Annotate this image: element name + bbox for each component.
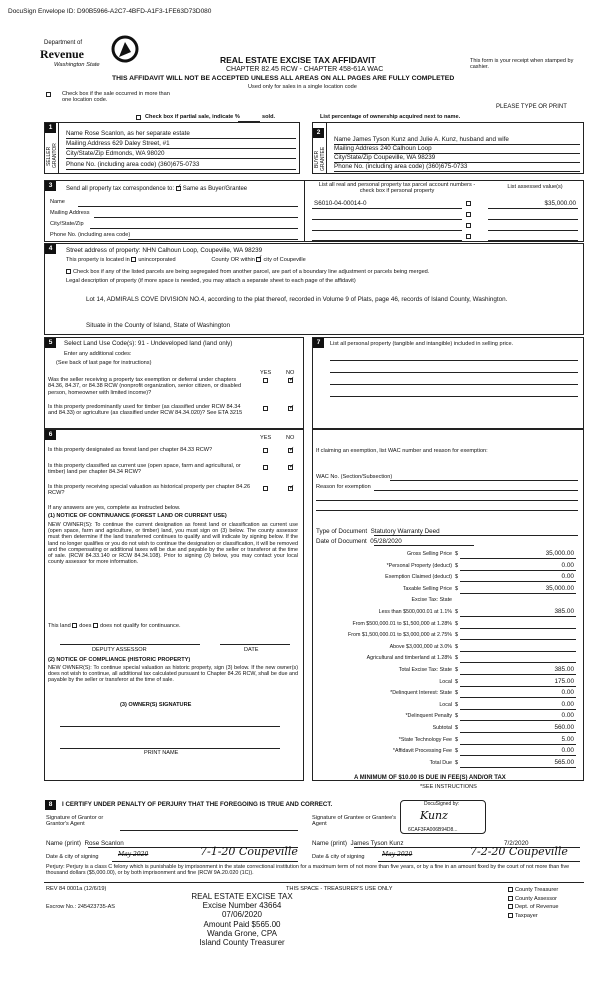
revenue-logo-icon — [110, 34, 140, 64]
docusigned-label: DocuSigned by: — [424, 801, 460, 807]
calc-label: *Delinquent Penalty — [405, 713, 452, 720]
certify-statement: I CERTIFY UNDER PENALTY OF PERJURY THAT THE FOREGOING IS TRUE AND CORRECT. — [62, 801, 333, 808]
calc-value[interactable]: 385.00 — [554, 608, 574, 615]
wac-number-label: WAC No. (Section/Subsection) — [316, 474, 393, 480]
q5-1-yes[interactable] — [263, 378, 268, 383]
seller-phone[interactable]: Phone No. (including area code) (360)675-0733 — [66, 161, 200, 168]
calc-label: Local — [439, 701, 452, 708]
yes-header-5: YES — [260, 370, 272, 376]
calc-label: Gross Selling Price — [406, 551, 452, 557]
q5-2-no[interactable] — [288, 406, 293, 411]
grantor-date[interactable]: May 2020 — [118, 851, 149, 858]
question-5-2: Is this property predominantly used for timber (as classified under RCW 84.34 and 84.33) or agriculture (as classified under RCW 84.34.020)? See ETA 3215 — [48, 404, 243, 417]
notice-continuance-text: NEW OWNER(S): To continue the current designation as forest land or classification as current use (open space, farm and agriculture, or timber) land, you must sign on (3) below. The county assessor must then determine if the land transferred continues to qualify and will indicate by signing below. If the land no longer qualifies or you do not wish to continue the designation or classification, it will be removed and the compensating or additional taxes will be due and payable by the seller or transferor at the time of sale. (RCW 84.33.140 or RCW 84.34.108). Prior to signing (3) below, you may contact your local county assessor for more information. — [48, 522, 298, 566]
partial-sale-label: Check box if partial sale, indicate % — [145, 114, 240, 120]
signature-id: 6CAF3FA006B94D8... — [408, 827, 458, 833]
q6-3-yes[interactable] — [263, 486, 268, 491]
stamp-line-2: Excise Number 43664 — [202, 901, 282, 911]
multi-location-label: Check box if the sale occurred in more than one location code. — [62, 91, 170, 104]
calc-label: From $1,500,000.01 to $3,000,000 at 2.75% — [348, 632, 452, 639]
warning: THIS AFFIDAVIT WILL NOT BE ACCEPTED UNLESS ALL AREAS ON ALL PAGES ARE FULLY COMPLETED — [112, 75, 455, 82]
calc-label: Agricultural and timberland at 1.28% — [366, 655, 452, 662]
grantor-city[interactable]: 7-1-20 Coupeville — [200, 845, 298, 858]
unincorporated-checkbox[interactable] — [131, 257, 136, 262]
segregated-checkbox[interactable] — [66, 269, 71, 274]
dollar-sign: $ — [455, 643, 459, 650]
q6-3-no[interactable] — [288, 486, 293, 491]
grantee-city[interactable]: 7-2-20 Coupeville — [470, 845, 568, 858]
corr-address-label: Mailing Address — [50, 210, 90, 216]
calc-label: Local — [439, 678, 452, 685]
assessed-header: List assessed value(s) — [507, 184, 563, 190]
dollar-sign: $ — [455, 562, 459, 569]
q6-1-yes[interactable] — [263, 448, 268, 453]
grantor-date-city-label: Date & city of signing — [46, 854, 99, 860]
does-not-qualify-checkbox[interactable] — [93, 623, 98, 628]
grantor-sig-label: Signature of Grantor or Grantor's Agent — [46, 815, 104, 828]
see-instructions: *SEE INSTRUCTIONS — [420, 784, 477, 790]
q6-2-no[interactable] — [288, 465, 293, 470]
notice-continuance-title: (1) NOTICE OF CONTINUANCE (FOREST LAND OR CURRENT USE) — [48, 513, 227, 519]
calc-value[interactable]: 565.00 — [554, 758, 574, 766]
section-7 — [312, 337, 584, 429]
seller-grantor-label: SELLER GRANTOR — [46, 143, 58, 169]
calc-label: Total Due — [429, 759, 452, 766]
calc-value[interactable]: 5.00 — [561, 735, 574, 743]
dollar-sign: $ — [455, 690, 459, 697]
calc-value[interactable]: 0.00 — [561, 712, 574, 720]
seller-name[interactable]: Name Rose Scanlon, as her separate estate — [66, 130, 190, 137]
copy-county-treasurer: County Treasurer — [508, 886, 559, 895]
assessed-value[interactable]: $35,000.00 — [544, 200, 576, 207]
question-6-3: Is this property receiving special valuation as historical property per chapter 84.26 RCW? — [48, 484, 251, 497]
calc-value[interactable]: 0.00 — [561, 689, 574, 697]
logo-name: Revenue — [40, 47, 84, 61]
see-back-label: (See back of last page for instructions) — [56, 360, 152, 366]
dollar-sign: $ — [455, 620, 459, 627]
rev-number: REV 84 0001a (12/6/19) — [46, 886, 107, 892]
corr-name-label: Name — [50, 199, 65, 205]
dollar-sign: $ — [455, 678, 459, 685]
section-4-number: 4 — [45, 244, 56, 254]
multi-location-checkbox[interactable] — [46, 92, 51, 97]
personal-property-checkbox-2[interactable] — [466, 212, 471, 217]
print-name-label: PRINT NAME — [144, 750, 179, 756]
calc-label: Exemption Claimed (deduct) — [385, 574, 452, 581]
calc-label: Above $3,000,000 at 3.0% — [389, 643, 452, 650]
logo-state: Washington State — [54, 62, 100, 68]
copy-dept-revenue: Dept. of Revenue — [508, 903, 559, 912]
parcel-number[interactable]: S6010-04-00014-0 — [314, 200, 367, 207]
document-type[interactable]: Type of Document Statutory Warranty Deed — [316, 528, 440, 535]
any-yes-note: If any answers are yes, complete as instructed below. — [48, 505, 181, 511]
ownership-note: List percentage of ownership acquired next to name. — [320, 114, 461, 120]
parcels-header: List all real and personal property tax parcel account numbers - check box if personal property — [318, 182, 476, 195]
logo-dept: Department of — [44, 40, 83, 46]
calc-label: Subtotal — [432, 725, 452, 731]
street-address[interactable]: Street address of property: NHN Calhoun Loop, Coupeville, WA 98239 — [66, 247, 263, 254]
question-6-1: Is this property designated as forest land per chapter 84.33 RCW? — [48, 447, 213, 453]
calc-label: *State Technology Fee — [398, 736, 452, 743]
no-header-5: NO — [286, 370, 295, 376]
calc-value[interactable]: 0.00 — [561, 700, 574, 708]
personal-property-label: List all personal property (tangible and intangible) included in selling price. — [330, 341, 514, 347]
wac-label: If claiming an exemption, list WAC number and reason for exemption: — [316, 448, 488, 454]
no-header-6: NO — [286, 435, 295, 441]
grantee-sig-label: Signature of Grantee or Grantee's Agent — [312, 815, 397, 828]
notice-compliance-text: NEW OWNER(S): To continue special valuation as historic property, sign (3) below. If the new owner(s) does not wish to continue, all additional tax calculated pursuant to Chapter 84.26 RCW, shall be due and payable by the seller or transferor at the time of sale. — [48, 665, 298, 684]
section-6 — [44, 429, 304, 781]
land-use-code[interactable]: Select Land Use Code(s): 91 - Undeveloped land (land only) — [64, 340, 233, 347]
corr-city-label: City/State/Zip — [50, 221, 84, 227]
correspondence-label: Send all property tax correspondence to: ✓ Same as Buyer/Grantee — [66, 186, 247, 193]
calc-label: Taxable Selling Price — [402, 585, 452, 592]
grantee-date-2[interactable]: May 2020 — [382, 851, 413, 858]
dollar-sign: $ — [455, 551, 459, 557]
dollar-sign: $ — [455, 748, 459, 755]
additional-codes-label: Enter any additional codes: — [64, 351, 132, 357]
stamp-line-1: REAL ESTATE EXCISE TAX — [191, 892, 293, 901]
dollar-sign: $ — [455, 609, 459, 615]
grantee-signature: Kunz — [420, 809, 448, 822]
calc-label: *Personal Property (deduct) — [386, 562, 452, 569]
minimum-due: A MINIMUM OF $10.00 IS DUE IN FEE(S) AND/OR TAX — [354, 775, 506, 781]
perjury-notice: Perjury: Perjury is a class C felony which is punishable by imprisonment in the state correctional institution for a maximum term of not more than five years, or by a fine in an amount fixed by the court of not more than five thousand dollars ($5,000.00), or by both imprisonment and fine (RCW 9A.20.020 (1C)). — [46, 864, 570, 877]
buyer-address[interactable]: Mailing Address 240 Calhoun Loop — [334, 145, 432, 152]
copy-county-assessor: County Assessor — [508, 895, 559, 904]
grantor-print-name[interactable]: Name (print) Rose Scanlon — [46, 840, 124, 847]
sold-label: sold. — [262, 114, 276, 120]
grantee-date[interactable]: 7/2/2020 — [504, 840, 529, 847]
dollar-sign: $ — [455, 632, 459, 639]
personal-property-checkbox-4[interactable] — [466, 234, 471, 239]
dollar-sign: $ — [455, 736, 459, 743]
treasurer-space: THIS SPACE - TREASURER'S USE ONLY — [286, 886, 393, 892]
calc-value[interactable]: 0.00 — [561, 561, 574, 569]
buyer-city[interactable]: City/State/Zip Coupeville, WA 98239 — [334, 154, 436, 161]
buyer-phone[interactable]: Phone No. (including area code) (360)675-0733 — [334, 163, 468, 170]
calc-value[interactable]: 0.00 — [561, 573, 574, 581]
yes-header-6: YES — [260, 435, 272, 441]
segregated-line: Check box if any of the listed parcels are being segregated from another parcel, are part of a boundary line adjustment or parcels being merged. — [66, 269, 429, 275]
dollar-sign: $ — [455, 759, 459, 766]
q6-2-yes[interactable] — [263, 465, 268, 470]
situate-line: Situate in the County of Island, State of Washington — [86, 322, 230, 329]
copy-taxpayer: Taxpayer — [508, 912, 559, 921]
calc-label: *Delinquent Interest: State — [390, 690, 452, 697]
receipt-note: This form is your receipt when stamped by cashier. — [470, 58, 574, 71]
calc-value[interactable]: 385.00 — [554, 666, 574, 673]
question-5-1: Was the seller receiving a property tax exemption or deferral under chapters 84.36, 84.37, or 84.38 RCW (nonprofit organization, senior citizen, or disabled person, homeowner with limited income)? — [48, 377, 242, 396]
stamp-line-6: Island County Treasurer — [199, 937, 285, 947]
dollar-sign: $ — [455, 713, 459, 720]
personal-property-checkbox-1[interactable] — [466, 201, 471, 206]
escrow-number: Escrow No.: 245423735-AS — [46, 904, 116, 910]
q5-2-yes[interactable] — [263, 406, 268, 411]
treasurer-stamp — [172, 892, 312, 947]
section-3-number: 3 — [45, 181, 56, 191]
located-line: This property is located in unincorporated County OR within ✓ city of Coupeville — [66, 257, 306, 263]
corr-phone-label: Phone No. (including area code) — [50, 232, 131, 238]
buyer-grantee-label: BUYER GRANTEE — [314, 146, 326, 172]
section-8-number: 8 — [45, 800, 56, 810]
same-as-buyer-checkbox[interactable] — [176, 186, 181, 191]
calc-value[interactable]: 35,000.00 — [545, 550, 574, 557]
legal-description-label: Legal description of property (if more space is needed, you may attach a separate sheet to each page of the affidavit) — [66, 278, 356, 284]
does-qualify-checkbox[interactable] — [72, 623, 77, 628]
calc-value[interactable]: 560.00 — [554, 724, 574, 731]
dollar-sign: $ — [455, 667, 459, 673]
legal-description: Lot 14, ADMIRALS COVE DIVISION NO.4, according to the plat thereof, recorded in Volume 9 of Plats, page 46, records of Island County, Washington. — [86, 296, 508, 303]
calc-value[interactable]: 35,000.00 — [545, 584, 574, 592]
dollar-sign: $ — [455, 701, 459, 708]
section-7-number: 7 — [313, 338, 324, 348]
calc-value[interactable]: 175.00 — [554, 677, 574, 685]
reason-label: Reason for exemption — [316, 484, 371, 490]
form-title: REAL ESTATE EXCISE TAX AFFIDAVIT — [220, 55, 376, 65]
personal-property-checkbox-3[interactable] — [466, 223, 471, 228]
calc-label: Less than $500,000.01 at 1.1% — [378, 609, 452, 615]
partial-sale-checkbox[interactable] — [136, 115, 141, 120]
single-location: Used only for sales in a single location code — [248, 84, 357, 90]
section-1-number: 1 — [45, 123, 56, 133]
dollar-sign: $ — [455, 655, 459, 662]
section-2-number: 2 — [313, 128, 324, 138]
deputy-assessor-label: DEPUTY ASSESSOR — [92, 647, 147, 653]
owner-signature-label: (3) OWNER(S) SIGNATURE — [120, 702, 192, 708]
stamp-line-4: Amount Paid $565.00 — [203, 919, 281, 929]
calc-label: *Affidavit Processing Fee — [392, 748, 452, 755]
calc-value[interactable]: 0.00 — [561, 747, 574, 755]
section-6-number: 6 — [45, 430, 56, 440]
seller-city[interactable]: City/State/Zip Edmonds, WA 98020 — [66, 150, 165, 157]
calc-label: Excise Tax: State — [411, 597, 452, 604]
calc-label: From $500,000.01 to $1,500,000 at 1.28% — [352, 620, 452, 627]
notice-compliance-title: (2) NOTICE OF COMPLIANCE (HISTORIC PROPERTY) — [48, 657, 191, 663]
form-chapter: CHAPTER 82.45 RCW - CHAPTER 458-61A WAC — [226, 66, 384, 73]
document-date[interactable]: Date of Document 05/28/2020 — [316, 538, 402, 545]
stamp-line-5: Wanda Grone, CPA — [207, 928, 277, 938]
seller-address[interactable]: Mailing Address 629 Daley Street, #1 — [66, 140, 170, 147]
copy-distribution — [508, 886, 559, 920]
dollar-sign: $ — [455, 725, 459, 731]
q6-1-no[interactable] — [288, 448, 293, 453]
q5-1-no[interactable] — [288, 378, 293, 383]
within-city-checkbox[interactable] — [256, 257, 261, 262]
dollar-sign: $ — [455, 585, 459, 592]
date-label: DATE — [244, 647, 259, 653]
calc-label: Total Excise Tax: State — [398, 667, 452, 673]
question-6-2: Is this property classified as current use (open space, farm and agricultural, or timber) land per chapter 84.34 RCW? — [48, 463, 241, 476]
stamp-line-3: 07/06/2020 — [221, 910, 263, 920]
please-type: PLEASE TYPE OR PRINT — [496, 104, 567, 110]
section-5-number: 5 — [45, 338, 56, 348]
continuance-line: This land does does not qualify for continuance. — [48, 623, 181, 629]
dollar-sign: $ — [455, 574, 459, 581]
grantee-print-name[interactable]: Name (print) James Tyson Kunz — [312, 840, 404, 847]
buyer-name[interactable]: Name James Tyson Kunz and Julie A. Kunz, husband and wife — [334, 136, 509, 143]
envelope-id: DocuSign Envelope ID: D90B5966-A2C7-4BFD-A1F3-1FE63D73D080 — [8, 8, 212, 15]
grantee-date-city-label: Date & city of signing — [312, 854, 365, 860]
